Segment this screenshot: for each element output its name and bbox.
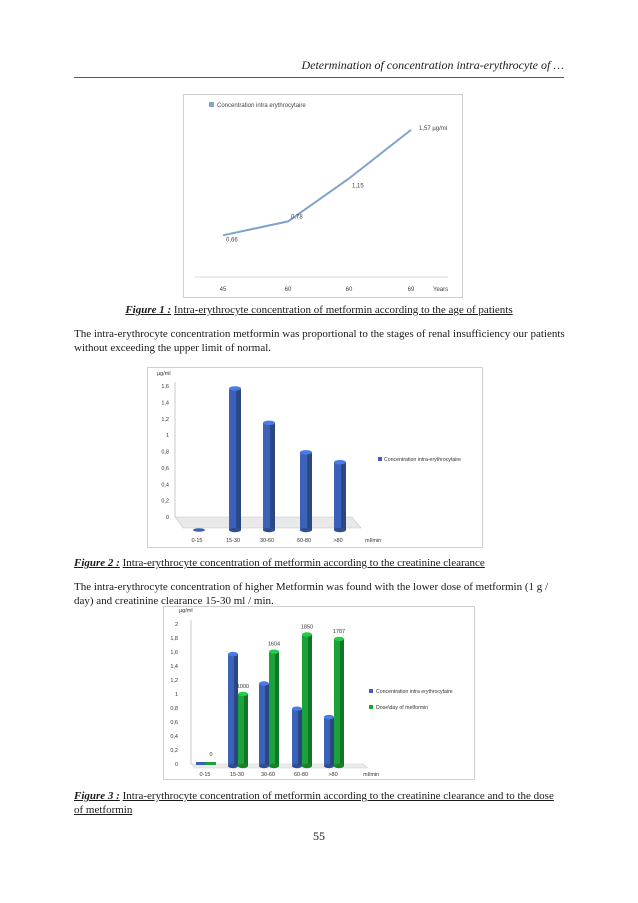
y-tick-label-4: 0,8: [170, 706, 178, 712]
bar->80-shade: [341, 462, 346, 530]
x-tick-label-2: 30-60: [260, 772, 276, 778]
bar-15-30-top: [229, 386, 241, 390]
y-axis-label: µg/ml: [179, 608, 193, 614]
y-tick-label-5: 1: [165, 433, 169, 440]
bar-dose->80-base: [334, 764, 344, 768]
bar-dose-30-60-top: [269, 650, 279, 654]
page-number: 55: [313, 829, 325, 843]
y-tick-label-9: 1,8: [170, 636, 178, 642]
x-axis-label: ml/min: [363, 772, 380, 778]
bar-concentration-30-60-top: [259, 681, 269, 685]
bar-dose-60-80-shade: [308, 635, 312, 767]
bar-60-80-base: [300, 528, 312, 532]
bar-concentration->80-shade: [330, 717, 334, 766]
header-rule: [74, 77, 564, 78]
bar-concentration-0-15: [196, 762, 206, 765]
legend-swatch-dose: [369, 705, 373, 709]
figure-2-caption: [74, 556, 564, 570]
y-tick-label-5: 1: [174, 692, 178, 698]
bar-15-30-base: [229, 528, 241, 532]
figure-3-bar-chart: [163, 606, 475, 780]
y-tick-label-1: 0,2: [161, 498, 169, 505]
figure-3-caption: [74, 789, 564, 817]
x-axis-label: Years: [433, 287, 449, 293]
figure-3-caption-text: Intra-erythrocyte concentration of metformin according to the creatinine clearance and to the dose of metformin: [74, 790, 554, 816]
legend-label-concentration: Concentration intra erythrocytaire: [376, 689, 453, 695]
bar->80-base: [334, 528, 346, 532]
x-tick-label-0: 0-15: [191, 538, 203, 544]
bar-dose-30-60-base: [269, 764, 279, 768]
data-label-dose-4: 1787: [332, 628, 346, 635]
figure-1-caption-text: Intra-erythrocyte concentration of metformin according to the age of patients: [173, 304, 513, 316]
bar->80-top: [334, 460, 346, 464]
x-tick-label-2: 30-60: [259, 538, 275, 544]
data-label-1: 0,78: [291, 214, 303, 221]
y-axis-label: µg/ml: [157, 371, 171, 377]
paragraph-2: The intra-erythrocyte concentration of higher Metformin was found with the lower dose of metformin (1 g / day) and creatinine clearance 15-30 ml / min.: [74, 581, 549, 607]
bar-dose-60-80-top: [302, 632, 312, 636]
y-tick-label-8: 1,6: [161, 384, 169, 390]
bar-dose-30-60-shade: [275, 652, 279, 766]
bar-dose-15-30-base: [238, 764, 248, 768]
bar-0-15: [193, 528, 205, 532]
bar-dose-15-30-shade: [244, 694, 248, 766]
y-tick-label-8: 1,6: [170, 650, 178, 656]
x-tick-label-3: 60-80: [296, 538, 312, 544]
data-label-0: 0,66: [226, 237, 238, 244]
figure-2-caption-text: Intra-erythrocyte concentration of metformin according to the creatinine clearance: [122, 557, 485, 569]
y-tick-label-1: 0,2: [170, 748, 178, 754]
x-tick-label-4: >80: [328, 772, 338, 778]
paragraph-1: The intra-erythrocyte concentration metformin was proportional to the stages of renal insufficiency our patients without exceeding the upper limit of normal.: [74, 328, 565, 354]
x-tick-label-1: 60: [284, 287, 292, 293]
bar-dose->80-shade: [340, 639, 344, 766]
legend-label-concentration: Concentration intra erythrocytaire: [217, 103, 306, 109]
y-tick-label-4: 0,8: [161, 449, 169, 456]
bar-concentration->80-base: [324, 764, 334, 768]
y-tick-label-0: 0: [174, 762, 178, 768]
figure-1-caption: [74, 303, 564, 317]
legend-swatch-concentration: [369, 689, 373, 693]
bar-60-80-top: [300, 450, 312, 454]
figure-2-label: Figure 2 :: [74, 557, 120, 569]
bar-dose->80-top: [334, 637, 344, 641]
bar-concentration-15-30-shade: [234, 654, 238, 766]
legend-swatch-concentration: [209, 102, 214, 107]
bar-30-60-shade: [270, 423, 275, 530]
y-tick-label-3: 0,6: [161, 465, 169, 472]
bar-30-60-top: [263, 421, 275, 425]
x-tick-label-0: 0-15: [199, 772, 211, 778]
data-label-dose-1: 1000: [236, 684, 250, 690]
x-tick-label-4: >80: [333, 538, 343, 544]
x-tick-label-0: 45: [219, 287, 227, 293]
y-tick-label-7: 1,4: [170, 664, 178, 670]
bar-concentration->80-top: [324, 715, 334, 719]
x-tick-label-2: 60: [345, 287, 353, 293]
y-tick-label-10: 2: [174, 622, 178, 628]
bar-concentration-30-60-base: [259, 764, 269, 768]
figure-1-label: Figure 1 :: [125, 304, 172, 316]
y-tick-label-2: 0,4: [170, 734, 178, 740]
bar-concentration-30-60-shade: [265, 684, 269, 767]
bar-concentration-60-80-top: [292, 707, 302, 711]
data-label-dose-3: 1850: [300, 624, 314, 631]
bar-concentration-15-30-base: [228, 764, 238, 768]
bar-dose-15-30-top: [238, 692, 248, 696]
legend-label-dose: Dose\day of metformin: [376, 705, 429, 711]
x-tick-label-3: 69: [407, 287, 415, 293]
x-axis-label: ml/min: [365, 538, 382, 544]
data-label-2: 1,15: [352, 183, 364, 190]
y-tick-label-2: 0,4: [161, 482, 169, 489]
legend-label-concentration: Concentration intra-erythrocytaire: [384, 457, 461, 463]
figure-1-line-chart: [183, 94, 463, 298]
bar-concentration-60-80-base: [292, 764, 302, 768]
bar-dose-60-80-base: [302, 764, 312, 768]
figure-2-bar-chart: [147, 367, 483, 548]
figure-3-label: Figure 3 :: [74, 790, 120, 802]
y-tick-label-3: 0,6: [170, 720, 178, 726]
bar-60-80-shade: [307, 452, 312, 530]
x-tick-label-1: 15-30: [225, 538, 241, 544]
x-tick-label-3: 60-80: [293, 772, 309, 778]
bar-30-60-base: [263, 528, 275, 532]
data-label-dose-2: 1604: [267, 641, 281, 648]
y-tick-label-0: 0: [165, 515, 169, 521]
legend-swatch-concentration: [378, 457, 382, 461]
y-tick-label-6: 1,2: [170, 678, 178, 684]
bar-dose-0-15: [206, 762, 216, 765]
data-label-dose-0: 0: [209, 752, 213, 758]
y-tick-label-6: 1,2: [161, 416, 169, 423]
bar-concentration-15-30-top: [228, 652, 238, 656]
running-header: Determination of concentration intra-erythrocyte of …: [301, 58, 564, 72]
bar-concentration-60-80-shade: [298, 709, 302, 766]
bar-15-30-shade: [236, 388, 241, 530]
data-label-3: 1,57 µg/ml: [419, 125, 448, 132]
x-tick-label-1: 15-30: [229, 772, 245, 778]
y-tick-label-7: 1,4: [161, 400, 169, 407]
